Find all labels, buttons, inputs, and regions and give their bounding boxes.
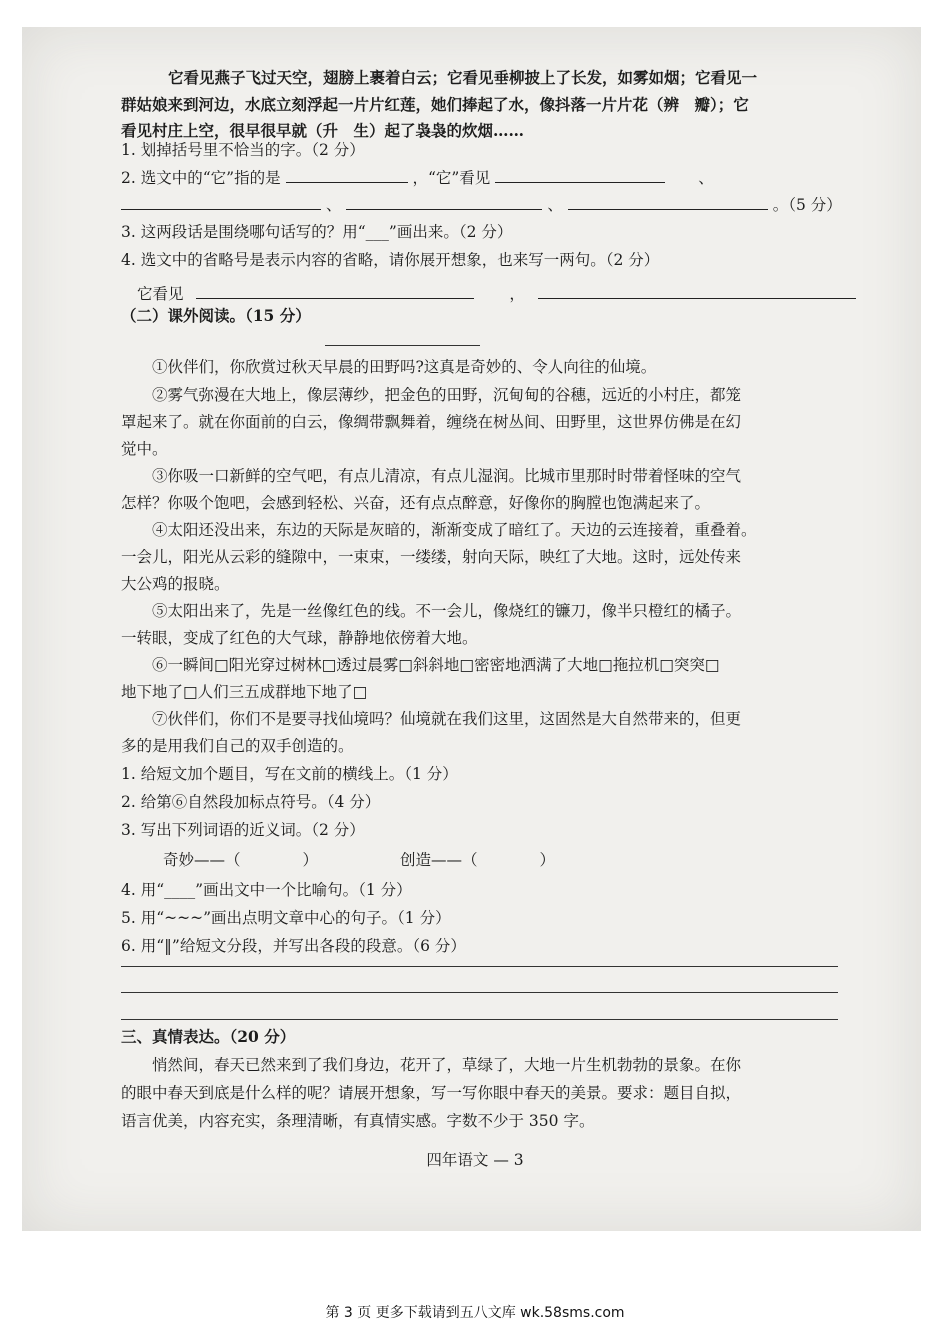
section2-title: （二）课外阅读。（15 分）	[121, 306, 311, 325]
q2-3-word1[interactable]: 奇妙——（ ）	[163, 851, 319, 869]
download-footer: 第 3 页 更多下载请到五八文库 wk.58sms.com	[325, 1305, 625, 1321]
q2-2: 2. 给第⑥自然段加标点符号。（4 分）	[121, 793, 381, 811]
q1-2-sep3: 、	[547, 196, 563, 214]
answer-blank-imagine-1[interactable]	[196, 284, 474, 299]
q1-2-line1	[121, 168, 714, 188]
q2-5: 5. 用“~~~”画出点明文章中心的句子。（1 分）	[121, 909, 451, 927]
q1-2-sep2: 、	[325, 196, 342, 214]
passage2-p4b: 一会儿，阳光从云彩的缝隙中，一束束，一缕缕，射向天际，映红了大地。这时，远处传来	[121, 548, 742, 566]
section3-line1: 悄然间，春天已然来到了我们身边，花开了，草绿了，大地一片生机勃勃的景象。在你	[152, 1056, 742, 1074]
answer-line-2[interactable]	[121, 992, 838, 993]
answer-blank-saw-2[interactable]	[121, 195, 321, 210]
passage2-p2b: 罩起来了。就在你面前的白云，像绸带飘舞着，缠绕在树丛间、田野里，这世界仿佛是在幻	[121, 413, 742, 431]
answer-blank-it-refers[interactable]	[286, 168, 408, 183]
q1-4-prefix: 它看见	[137, 285, 184, 303]
q1-4: 4. 选文中的省略号是表示内容的省略，请你展开想象，也来写一两句。（2 分）	[121, 251, 660, 269]
passage2-p4c: 大公鸡的报晓。	[121, 575, 230, 593]
q1-4-comma: ，	[509, 285, 525, 303]
passage1-line2: 群姑娘来到河边，水底立刻浮起一片片红莲，她们捧起了水，像抖落一片片花（辨 瓣）；它	[121, 95, 749, 114]
q2-3: 3. 写出下列词语的近义词。（2 分）	[121, 821, 365, 839]
q2-1: 1. 给短文加个题目，写在文前的横线上。（1 分）	[121, 765, 458, 783]
answer-blank-saw-4[interactable]	[568, 195, 768, 210]
title-answer-line[interactable]	[325, 345, 480, 346]
section3-line2: 的眼中春天到底是什么样的呢？请展开想象，写一写你眼中春天的美景。要求：题目自拟，	[121, 1084, 742, 1102]
passage1-line1: 它看见燕子飞过天空，翅膀上裹着白云；它看见垂柳披上了长发，如雾如烟；它看见一	[168, 68, 758, 87]
q1-3: 3. 这两段话是围绕哪句话写的？用“___”画出来。（2 分）	[121, 223, 513, 241]
passage2-p7b: 多的是用我们自己的双手创造的。	[121, 737, 354, 755]
passage2-p5a: ⑤太阳出来了，先是一丝像红色的线。不一会儿，像烧红的镰刀，像半只橙红的橘子。	[152, 602, 742, 620]
passage2-p3b: 怎样？你吸个饱吧，会感到轻松、兴奋，还有点点醉意，好像你的胸膛也饱满起来了。	[121, 494, 711, 512]
passage2-p6a: ⑥一瞬间□阳光穿过树林□透过晨雾□斜斜地□密密地洒满了大地□拖拉机□突突□	[152, 656, 720, 674]
answer-line-1[interactable]	[121, 966, 838, 967]
q1-2-line2	[121, 195, 842, 215]
q1-1: 1. 划掉括号里不恰当的字。（2 分）	[121, 141, 365, 159]
passage2-p5b: 一转眼，变成了红色的大气球，静静地依傍着大地。	[121, 629, 478, 647]
passage2-p4a: ④太阳还没出来，东边的天际是灰暗的，渐渐变成了暗红了。天边的云连接着，重叠着。	[152, 521, 757, 539]
passage1-line3: 看见村庄上空，很早很早就（升 生）起了袅袅的炊烟……	[121, 121, 525, 140]
answer-blank-saw-3[interactable]	[346, 195, 542, 210]
passage2-p2c: 觉中。	[121, 440, 168, 458]
answer-blank-saw-1[interactable]	[495, 168, 665, 183]
q1-4-answer-line	[137, 284, 856, 304]
answer-line-3[interactable]	[121, 1019, 838, 1020]
passage2-p7a: ⑦伙伴们，你们不是要寻找仙境吗？仙境就在我们这里，这固然是大自然带来的，但更	[152, 710, 742, 728]
q2-3-word2[interactable]: 创造——（ ）	[400, 851, 556, 869]
q1-2-mid: ，“它”看见	[412, 169, 491, 187]
passage2-p3a: ③你吸一口新鲜的空气吧，有点儿清凉，有点儿湿润。比城市里那时时带着怪味的空气	[152, 467, 742, 485]
q2-6: 6. 用“‖”给短文分段，并写出各段的段意。（6 分）	[121, 937, 466, 955]
passage2-p6b: 地下地了□人们三五成群地下地了□	[121, 683, 368, 701]
section3-title: 三、真情表达。（20 分）	[121, 1027, 296, 1046]
q2-4: 4. 用“____”画出文中一个比喻句。（1 分）	[121, 881, 412, 899]
q1-2-sep1: 、	[698, 169, 714, 187]
passage2-p2a: ②雾气弥漫在大地上，像层薄纱，把金色的田野，沉甸甸的谷穗，远近的小村庄，都笼	[152, 386, 742, 404]
section3-line3: 语言优美，内容充实，条理清晰，有真情实感。字数不少于 350 字。	[121, 1112, 595, 1130]
q1-2-prefix: 2. 选文中的“它”指的是	[121, 169, 281, 187]
page-number: 四年语文 — 3	[426, 1151, 524, 1169]
q1-2-suffix: 。（5 分）	[772, 196, 842, 214]
passage2-p1: ①伙伴们，你欣赏过秋天早晨的田野吗?这真是奇妙的、令人向往的仙境。	[152, 358, 657, 376]
answer-blank-imagine-2[interactable]	[538, 284, 856, 299]
